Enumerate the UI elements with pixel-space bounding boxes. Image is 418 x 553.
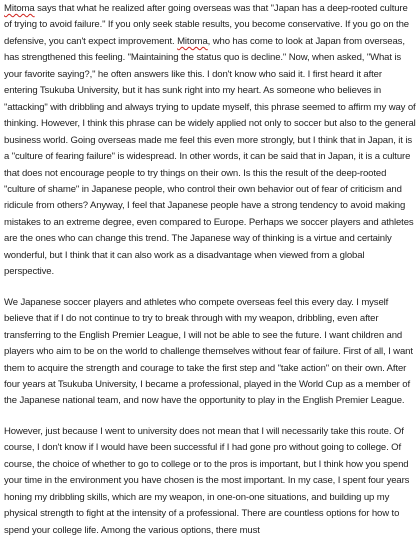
paragraph-text: We Japanese soccer players and athletes who compete overseas feel this every day. I myself believe that if I do not continue to try to break through with my weapon, dribbling, even after transferring to the English Premier League, I will not be able to see the future. I want children and players who aim to be on the world to challenge themselves without fear of failure. First of all, I want them to acquire the strength and courage to take the first step and "take action" on their own. After four years at Tsukuba University, I became a professional, played in the World Cup as a member of the Japanese national team, and now have the opportunity to play in the English Premier League. bbox=[4, 296, 413, 407]
misspelled-word-mitoma: Mitoma bbox=[177, 35, 208, 47]
misspelled-word-mitoma: Mitoma bbox=[4, 3, 35, 14]
document-page bbox=[4, 1, 416, 553]
paragraph-text: says that what he realized after going overseas was that "Japan has a deep-rooted culture of trying to avoid failure." If you only seek stable results, you become conservative. If you go on the defensive, you can't expect improvement. bbox=[4, 3, 409, 47]
paragraph-text: , who has come to look at Japan from overseas, has strengthened this feeling. "Maintaining the status quo is decline." Now, when asked, "What is your favorite saying?," he often answers like this. I don't know who said it. I first heard it after entering Tsukuba University, but it has sunk right into my heart. As someone who believes in "attacking" with dribbling and always trying to update myself, this phrase seemed to affirm my way of thinking. However, I think this phrase can be widely applied not only to soccer but also to the general business world. Going overseas made me feel this even more strongly, but I think that in Japan, it is a "culture of fearing failure" is widespread. In other words, it can be said that in Japan, it is a culture that does not encourage people to try things on their own. Is this the result of the deep-rooted "culture of shame" in Japanese people, who control their own behavior out of fear of criticism and ridicule from others? Anyway, I feel that Japanese people have a strong tendency to avoid making mistakes to an extreme degree, even compared to Europe. Perhaps we soccer players and athletes are the ones who can change this trend. The Japanese way of thinking is a virtue and certainly wonderful, but I think that it can also work as a disadvantage when viewed from a global perspective. bbox=[4, 35, 416, 278]
paragraph-text: However, just because I went to university does not mean that I will necessarily take this route. Of course, I don't know if I would have been successful if I had gone pro without going to college. Of course, the choice of whether to go to college or to the pros is important, but I think how you spend your time in the environment you have chosen is the most important. In my case, I spent four years honing my dribbling skills, which are my weapon, in one-on-one situations, and building up my physical strength to fight at the intensity of a professional. There are countless options for how to spend your college life. Among the various options, there must bbox=[4, 425, 410, 536]
paragraph-3 bbox=[4, 424, 416, 539]
paragraph-2 bbox=[4, 295, 416, 410]
paragraph-1 bbox=[4, 1, 416, 281]
